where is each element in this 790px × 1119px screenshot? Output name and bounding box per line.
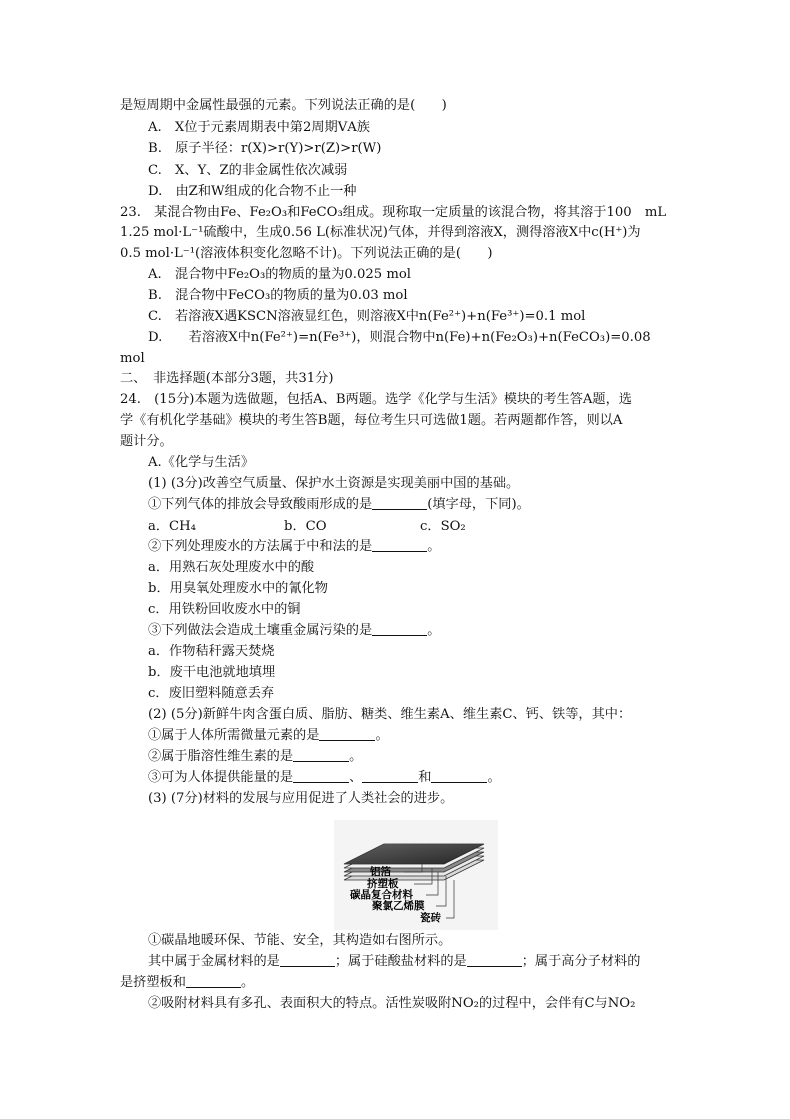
q24-sub2-q2: ②属于脂溶性维生素的是 。 bbox=[148, 749, 363, 764]
q22-option-a: A. X位于元素周期表中第2周期ⅤA族 bbox=[148, 120, 370, 135]
q24-sub1-q3: ③下列做法会造成土壤重金属污染的是 。 bbox=[148, 623, 441, 638]
q24-sub1-q1-opt-a: a．CH₄ bbox=[148, 519, 196, 534]
answer-blank[interactable] bbox=[372, 538, 427, 552]
label-carbon-crystal: 碳晶复合材料 bbox=[350, 889, 413, 901]
answer-blank[interactable] bbox=[319, 727, 375, 741]
q23-line1: 23. 某混合物由Fe、Fe₂O₃和FeCO₃组成。现称取一定质量的该混合物，将其溶于100 mL bbox=[120, 205, 667, 220]
q23-option-a: A. 混合物中Fe₂O₃的物质的量为0.025 mol bbox=[148, 267, 412, 282]
q24-line3: 题计分。 bbox=[120, 434, 173, 449]
answer-blank[interactable] bbox=[372, 622, 427, 636]
q23-option-d: D. 若溶液X中n(Fe²⁺)=n(Fe³⁺)，则混合物中n(Fe)+n(Fe₂O₃)+n(FeCO₃)=0.08 bbox=[148, 330, 651, 345]
q24-sub1-q3-opt-a: a．作物秸秆露天焚烧 bbox=[148, 644, 275, 659]
q24-sub3-q1-line3: 是挤塑板和 。 bbox=[120, 975, 255, 990]
label-pvc-film: 聚氯乙烯膜 bbox=[372, 900, 425, 912]
q22-stem-tail: 是短周期中金属性最强的元素。下列说法正确的是( ) bbox=[120, 98, 447, 113]
q24-line2: 学《有机化学基础》模块的考生答B题，每位考生只可选做1题。若两题都作答，则以A bbox=[120, 413, 623, 428]
q24-sub1-q2-opt-a: a．用熟石灰处理废水中的酸 bbox=[148, 560, 315, 575]
q24-sub1-q3-opt-b: b．废干电池就地填埋 bbox=[148, 665, 276, 680]
q23-line2: 1.25 mol·L⁻¹硫酸中，生成0.56 L(标准状况)气体，并得到溶液X，测得溶液X中c(H⁺)为 bbox=[120, 225, 641, 240]
q24-sub3: (3) (7分)材料的发展与应用促进了人类社会的进步。 bbox=[148, 791, 454, 806]
q24-sub1-q1: ①下列气体的排放会导致酸雨形成的是 (填字母，下同)。 bbox=[148, 497, 530, 512]
q23-option-b: B. 混合物中FeCO₃的物质的量为0.03 mol bbox=[148, 288, 408, 303]
answer-blank[interactable] bbox=[467, 953, 522, 967]
q24-sub2: (2) (5分)新鲜牛肉含蛋白质、脂肪、糖类、维生素A、维生素C、钙、铁等，其中： bbox=[148, 707, 632, 722]
answer-blank[interactable] bbox=[362, 769, 418, 783]
answer-blank[interactable] bbox=[280, 953, 335, 967]
q24-sub3-q1: ①碳晶地暖环保、节能、安全，其构造如右图所示。 bbox=[148, 933, 452, 948]
q24-sub1-q2: ②下列处理废水的方法属于中和法的是 。 bbox=[148, 539, 441, 554]
label-extruded-board: 挤塑板 bbox=[367, 878, 399, 890]
label-ceramic-tile: 瓷砖 bbox=[420, 912, 441, 924]
answer-blank[interactable] bbox=[186, 974, 241, 988]
q22-option-d: D. 由Z和W组成的化合物不止一种 bbox=[148, 184, 357, 199]
q23-line3: 0.5 mol·L⁻¹(溶液体积变化忽略不计)。下列说法正确的是( ) bbox=[120, 246, 493, 261]
q24-sub3-q1-line2: 其中属于金属材料的是 ；属于硅酸盐材料的是 ；属于高分子材料的 bbox=[148, 954, 641, 969]
q24-sub1-q3-opt-c: c．废旧塑料随意丢弃 bbox=[148, 686, 275, 701]
q24-sub1-q1-opt-c: c．SO₂ bbox=[420, 519, 466, 534]
q24-sub2-q3: ③可为人体提供能量的是 、 和 。 bbox=[148, 770, 501, 785]
q24-part-a-title: A.《化学与生活》 bbox=[148, 455, 255, 470]
label-aluminum-foil: 铝箔 bbox=[370, 866, 391, 878]
q24-sub3-q2: ②吸附材料具有多孔、表面积大的特点。活性炭吸附NO₂的过程中，会伴有C与NO₂ bbox=[148, 996, 636, 1011]
q24-sub2-q1: ①属于人体所需微量元素的是 。 bbox=[148, 728, 389, 743]
layered-structure-figure bbox=[334, 820, 498, 930]
q24-sub1-q1-opt-b: b．CO bbox=[284, 519, 327, 534]
answer-blank[interactable] bbox=[293, 769, 349, 783]
q22-option-c: C. X、Y、Z的非金属性依次减弱 bbox=[148, 163, 348, 178]
answer-blank[interactable] bbox=[372, 496, 427, 510]
answer-blank[interactable] bbox=[293, 748, 349, 762]
q23-option-c: C. 若溶液X遇KSCN溶液显红色，则溶液X中n(Fe²⁺)+n(Fe³⁺)=0.1 mol bbox=[148, 309, 586, 324]
answer-blank[interactable] bbox=[431, 769, 487, 783]
q23-option-d-wrap: mol bbox=[120, 351, 145, 366]
q24-line1: 24. (15分)本题为选做题，包括A、B两题。选学《化学与生活》模块的考生答A题，选 bbox=[120, 392, 632, 407]
q24-sub1-q2-opt-b: b．用臭氧处理废水中的氰化物 bbox=[148, 581, 328, 596]
section-2-heading: 二、 非选择题(本部分3题，共31分) bbox=[120, 371, 334, 386]
q24-sub1-q2-opt-c: c．用铁粉回收废水中的铜 bbox=[148, 602, 301, 617]
q24-sub1: (1) (3分)改善空气质量、保护水土资源是实现美丽中国的基础。 bbox=[148, 476, 520, 491]
q22-option-b: B. 原子半径：r(X)>r(Y)>r(Z)>r(W) bbox=[148, 141, 382, 156]
